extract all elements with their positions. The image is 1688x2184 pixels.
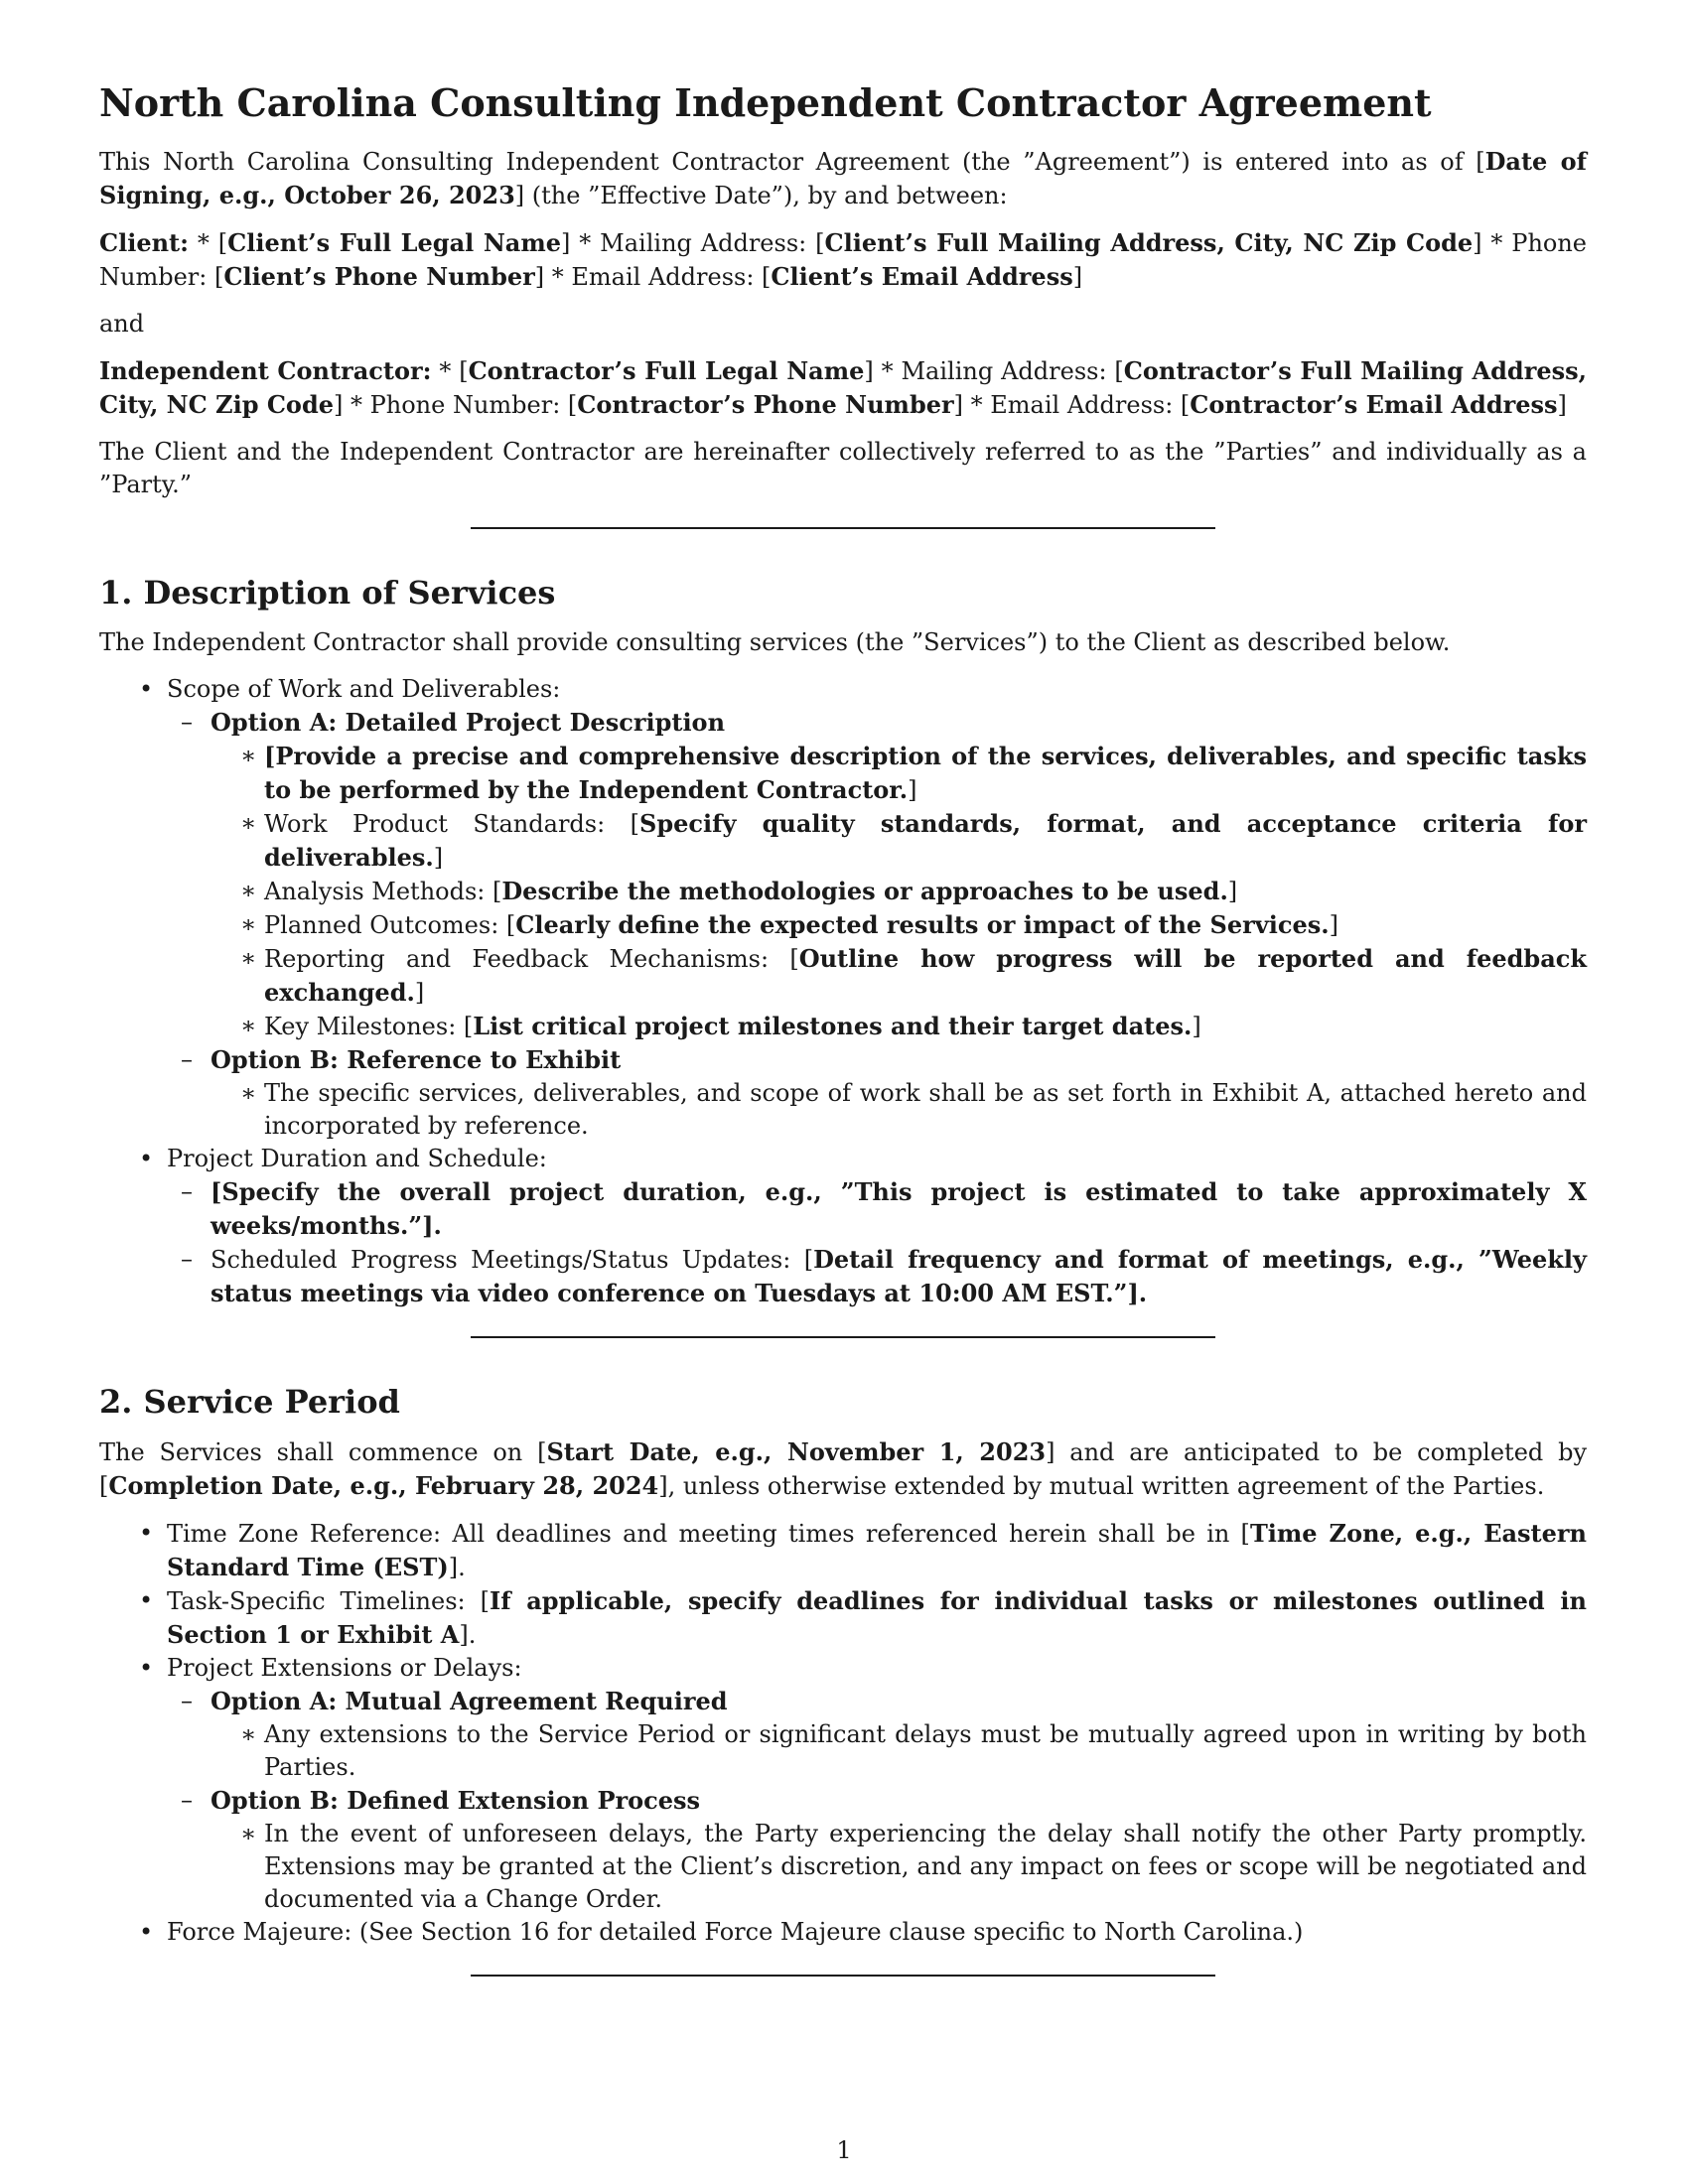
document-title: North Carolina Consulting Independent Contractor Agreement xyxy=(99,80,1432,125)
section-divider xyxy=(471,1975,1215,1977)
list-item: ∗ In the event of unforeseen delays, the Party experiencing the delay shall notify the other Party promptly. Extensions may be granted at the Client’s discretion, and any impact on fees or scope will be negotiated and documented via a Change Order. xyxy=(244,1818,1587,1916)
intro-paragraph: This North Carolina Consulting Independent Contractor Agreement (the ”Agreement”) is entered into as of [Date of Signing, e.g., October 26, 2023] (the ”Effective Date”), by and between: xyxy=(99,147,1588,209)
list-item: – [Specify the overall project duration, e.g., ”This project is estimated to take approximately X weeks/months.”]. xyxy=(189,1175,1587,1243)
and-text: and xyxy=(99,310,145,338)
document-page xyxy=(99,79,1587,2020)
list-item: • Project Duration and Schedule: – [Specify the overall project duration, e.g., ”This project is estimated to take approximately X weeks/months.”]. – Scheduled Progress Meetings/Status Updates: [Detail frequency and format of meetings, e.g., ”Weekly status meetings via video conference on Tuesdays at 10:00 AM EST.”]. xyxy=(99,1143,1587,1310)
parties-paragraph: The Client and the Independent Contractor are hereinafter collectively referred to as the ”Parties” and individually as a ”Party.” xyxy=(99,438,1587,498)
section-divider xyxy=(471,527,1215,529)
section-2-list xyxy=(99,1517,1587,1949)
section-1-list xyxy=(99,673,1587,1310)
section-2-intro: The Services shall commence on [Start Date, e.g., November 1, 2023] and are anticipated to be completed by [Completion Date, e.g., February 28, 2024], unless otherwise extended by mutual written agreement of the Parties. xyxy=(99,1437,1587,1500)
section-1-heading: 1. Description of Services xyxy=(99,574,556,612)
list-item: – Scheduled Progress Meetings/Status Updates: [Detail frequency and format of meetings, e.g., ”Weekly status meetings via video conference on Tuesdays at 10:00 AM EST.”]. xyxy=(189,1243,1587,1310)
section-1-intro: The Independent Contractor shall provide consulting services (the ”Services”) to the Client as described below. xyxy=(99,628,1451,656)
list-item: ∗ [Provide a precise and comprehensive description of the services, deliverables, and specific tasks to be performed by the Independent Contractor.] xyxy=(244,740,1587,807)
list-item: ∗ Work Product Standards: [Specify quality standards, format, and acceptance criteria for deliverables.] xyxy=(244,807,1587,875)
date-of-signing-placeholder: Date of Signing, e.g., October 26, 2023 xyxy=(99,147,1588,209)
list-item: ∗ Key Milestones: [List critical project milestones and their target dates.] xyxy=(244,1010,1587,1043)
list-item: ∗ Reporting and Feedback Mechanisms: [Outline how progress will be reported and feedback exchanged.] xyxy=(244,942,1587,1010)
list-item: • Task-Specific Timelines: [If applicable, specify deadlines for individual tasks or milestones outlined in Section 1 or Exhibit A]. xyxy=(99,1584,1587,1652)
list-item: ∗ Any extensions to the Service Period or significant delays must be mutually agreed upon in writing by both Parties. xyxy=(244,1718,1587,1784)
list-item: • Project Extensions or Delays: – Option A: Mutual Agreement Required ∗ Any extensions to the Service Period or significant delays must be mutually agreed upon in writing by both Parties. – Option B: Defined Extension Process ∗ In the event of unforeseen delays, the Party experiencing the delay shall notify the other Party promptly. Extensions may be granted at the Client’s discretion, and any impact on fees or scope will be negotiated and documented via a Change Order. xyxy=(99,1652,1587,1916)
list-item: • Scope of Work and Deliverables: – Option A: Detailed Project Description ∗ [Provide a precise and comprehensive description of the services, deliverables, and specific tasks to be performed by the Independent Contractor.] ∗ Work Product Standards: [Specify quality standards, format, and acceptance criteria for deliverables.] ∗ Analysis Methods: [Describe the methodologies or approaches to be used.] ∗ Planned Outcomes: [Clearly define the expected results or impact of the Services.] ∗ Reporting and Feedback Mechanisms: [Outline how progress will be reported and feedback exchanged.] ∗ Key Milestones: [List critical project milestones and their target dates.] – Option B: Reference to Exhibit ∗ The specific services, deliverables, and scope of work shall be as set forth in Exhibit A, attached hereto and incorporated by reference. xyxy=(99,673,1587,1143)
list-item: ∗ Planned Outcomes: [Clearly define the expected results or impact of the Services.] xyxy=(244,908,1587,942)
list-item: ∗ The specific services, deliverables, and scope of work shall be as set forth in Exhibit A, attached hereto and incorporated by reference. xyxy=(244,1077,1587,1143)
list-item: – Option A: Mutual Agreement Required ∗ Any extensions to the Service Period or significant delays must be mutually agreed upon in writing by both Parties. xyxy=(189,1685,1587,1784)
client-block: Client: * [Client’s Full Legal Name] * Mailing Address: [Client’s Full Mailing Address, City, NC Zip Code] * Phone Number: [Client’s Phone Number] * Email Address: [Client’s Email Address] xyxy=(99,228,1588,291)
list-item: • Time Zone Reference: All deadlines and meeting times referenced herein shall be in [Time Zone, e.g., Eastern Standard Time (EST)]. xyxy=(99,1517,1587,1584)
page-number: 1 xyxy=(836,2136,852,2164)
section-2-heading: 2. Service Period xyxy=(99,1383,400,1421)
list-item: – Option A: Detailed Project Description ∗ [Provide a precise and comprehensive description of the services, deliverables, and specific tasks to be performed by the Independent Contractor.] ∗ Work Product Standards: [Specify quality standards, format, and acceptance criteria for deliverables.] ∗ Analysis Methods: [Describe the methodologies or approaches to be used.] ∗ Planned Outcomes: [Clearly define the expected results or impact of the Services.] ∗ Reporting and Feedback Mechanisms: [Outline how progress will be reported and feedback exchanged.] ∗ Key Milestones: [List critical project milestones and their target dates.] xyxy=(189,706,1587,1043)
section-divider xyxy=(471,1336,1215,1338)
contractor-block: Independent Contractor: * [Contractor’s Full Legal Name] * Mailing Address: [Contractor’s Full Mailing Address, City, NC Zip Code] * Phone Number: [Contractor’s Phone Number] * Email Address: [Contractor’s Email Address] xyxy=(99,356,1587,419)
list-item: ∗ Analysis Methods: [Describe the methodologies or approaches to be used.] xyxy=(244,875,1587,908)
list-item: – Option B: Defined Extension Process ∗ In the event of unforeseen delays, the Party experiencing the delay shall notify the other Party promptly. Extensions may be granted at the Client’s discretion, and any impact on fees or scope will be negotiated and documented via a Change Order. xyxy=(189,1784,1587,1916)
list-item: • Force Majeure: (See Section 16 for detailed Force Majeure clause specific to North Carolina.) xyxy=(99,1916,1587,1949)
list-item: – Option B: Reference to Exhibit ∗ The specific services, deliverables, and scope of work shall be as set forth in Exhibit A, attached hereto and incorporated by reference. xyxy=(189,1043,1587,1143)
